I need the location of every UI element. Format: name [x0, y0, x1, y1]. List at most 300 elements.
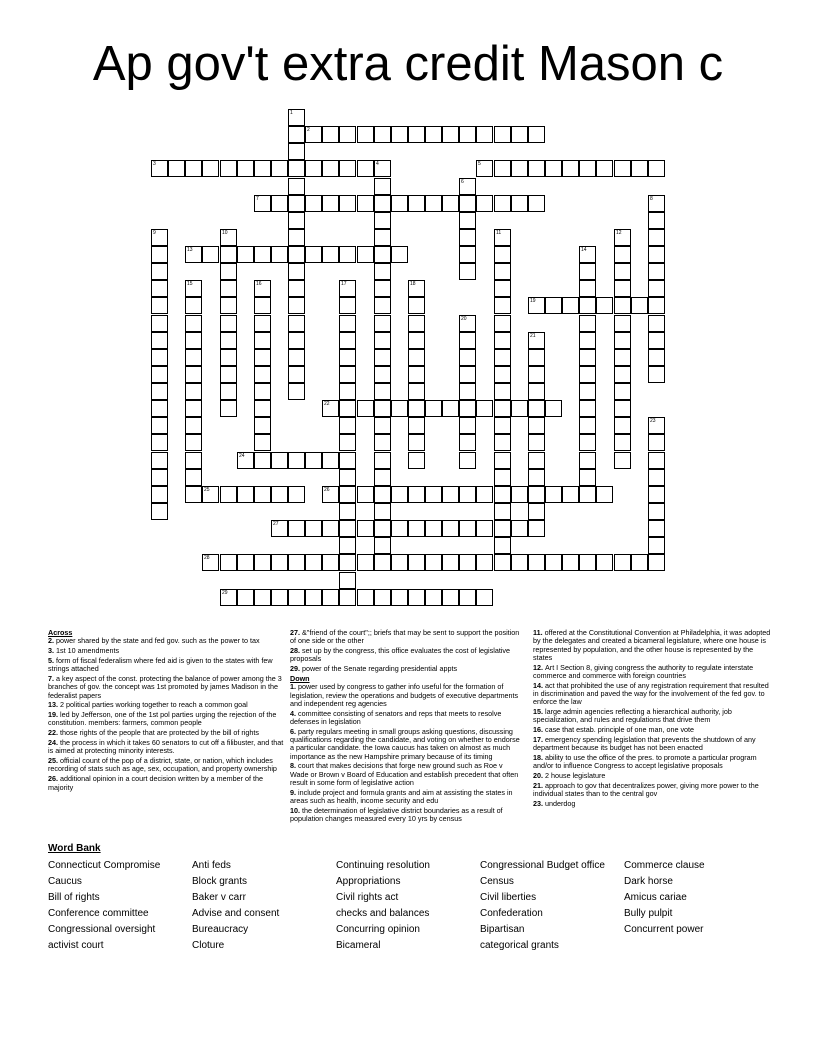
grid-cell[interactable] [374, 503, 391, 520]
grid-cell[interactable] [528, 332, 545, 349]
grid-cell[interactable] [254, 195, 271, 212]
grid-cell[interactable] [374, 212, 391, 229]
grid-cell[interactable] [185, 400, 202, 417]
grid-cell[interactable] [391, 486, 408, 503]
grid-cell[interactable] [391, 195, 408, 212]
grid-cell[interactable] [648, 520, 665, 537]
grid-cell[interactable] [459, 229, 476, 246]
grid-cell[interactable] [151, 469, 168, 486]
grid-cell[interactable] [271, 520, 288, 537]
grid-cell[interactable] [459, 332, 476, 349]
grid-cell[interactable] [288, 178, 305, 195]
grid-cell[interactable] [494, 246, 511, 263]
grid-cell[interactable] [614, 297, 631, 314]
grid-cell[interactable] [528, 126, 545, 143]
grid-cell[interactable] [322, 452, 339, 469]
grid-cell[interactable] [339, 572, 356, 589]
grid-cell[interactable] [357, 246, 374, 263]
grid-cell[interactable] [185, 486, 202, 503]
grid-cell[interactable] [288, 280, 305, 297]
grid-cell[interactable] [494, 434, 511, 451]
grid-cell[interactable] [254, 297, 271, 314]
grid-cell[interactable] [305, 126, 322, 143]
grid-cell[interactable] [391, 246, 408, 263]
grid-cell[interactable] [374, 160, 391, 177]
grid-cell[interactable] [476, 160, 493, 177]
grid-cell[interactable] [579, 554, 596, 571]
grid-cell[interactable] [459, 417, 476, 434]
grid-cell[interactable] [374, 589, 391, 606]
grid-cell[interactable] [305, 520, 322, 537]
grid-cell[interactable] [408, 297, 425, 314]
grid-cell[interactable] [425, 486, 442, 503]
grid-cell[interactable] [511, 520, 528, 537]
grid-cell[interactable] [374, 417, 391, 434]
grid-cell[interactable] [614, 554, 631, 571]
grid-cell[interactable] [288, 366, 305, 383]
grid-cell[interactable] [494, 537, 511, 554]
grid-cell[interactable] [220, 315, 237, 332]
grid-cell[interactable] [288, 212, 305, 229]
grid-cell[interactable] [151, 160, 168, 177]
grid-cell[interactable] [220, 297, 237, 314]
grid-cell[interactable] [151, 503, 168, 520]
grid-cell[interactable] [339, 554, 356, 571]
grid-cell[interactable] [648, 366, 665, 383]
grid-cell[interactable] [596, 486, 613, 503]
grid-cell[interactable] [254, 332, 271, 349]
grid-cell[interactable] [545, 297, 562, 314]
grid-cell[interactable] [494, 383, 511, 400]
grid-cell[interactable] [151, 486, 168, 503]
grid-cell[interactable] [185, 246, 202, 263]
grid-cell[interactable] [220, 486, 237, 503]
grid-cell[interactable] [459, 400, 476, 417]
grid-cell[interactable] [579, 315, 596, 332]
grid-cell[interactable] [271, 452, 288, 469]
grid-cell[interactable] [562, 554, 579, 571]
grid-cell[interactable] [151, 366, 168, 383]
grid-cell[interactable] [220, 589, 237, 606]
grid-cell[interactable] [254, 366, 271, 383]
grid-cell[interactable] [322, 160, 339, 177]
grid-cell[interactable] [648, 212, 665, 229]
grid-cell[interactable] [545, 554, 562, 571]
grid-cell[interactable] [459, 212, 476, 229]
grid-cell[interactable] [459, 520, 476, 537]
grid-cell[interactable] [442, 554, 459, 571]
grid-cell[interactable] [459, 315, 476, 332]
grid-cell[interactable] [271, 160, 288, 177]
grid-cell[interactable] [425, 195, 442, 212]
grid-cell[interactable] [459, 452, 476, 469]
grid-cell[interactable] [494, 349, 511, 366]
grid-cell[interactable] [220, 383, 237, 400]
grid-cell[interactable] [288, 315, 305, 332]
grid-cell[interactable] [339, 469, 356, 486]
grid-cell[interactable] [648, 280, 665, 297]
grid-cell[interactable] [271, 195, 288, 212]
grid-cell[interactable] [374, 349, 391, 366]
grid-cell[interactable] [408, 434, 425, 451]
grid-cell[interactable] [374, 434, 391, 451]
grid-cell[interactable] [459, 554, 476, 571]
grid-cell[interactable] [442, 520, 459, 537]
grid-cell[interactable] [614, 417, 631, 434]
grid-cell[interactable] [374, 520, 391, 537]
grid-cell[interactable] [648, 229, 665, 246]
grid-cell[interactable] [374, 229, 391, 246]
grid-cell[interactable] [374, 280, 391, 297]
grid-cell[interactable] [220, 229, 237, 246]
grid-cell[interactable] [374, 469, 391, 486]
grid-cell[interactable] [476, 400, 493, 417]
grid-cell[interactable] [391, 520, 408, 537]
grid-cell[interactable] [288, 554, 305, 571]
grid-cell[interactable] [374, 537, 391, 554]
grid-cell[interactable] [596, 554, 613, 571]
grid-cell[interactable] [425, 520, 442, 537]
grid-cell[interactable] [185, 280, 202, 297]
grid-cell[interactable] [528, 160, 545, 177]
grid-cell[interactable] [528, 469, 545, 486]
grid-cell[interactable] [339, 400, 356, 417]
grid-cell[interactable] [374, 486, 391, 503]
grid-cell[interactable] [339, 520, 356, 537]
grid-cell[interactable] [614, 349, 631, 366]
grid-cell[interactable] [151, 297, 168, 314]
grid-cell[interactable] [288, 263, 305, 280]
grid-cell[interactable] [631, 554, 648, 571]
grid-cell[interactable] [511, 400, 528, 417]
grid-cell[interactable] [339, 280, 356, 297]
grid-cell[interactable] [648, 486, 665, 503]
grid-cell[interactable] [288, 297, 305, 314]
grid-cell[interactable] [494, 195, 511, 212]
grid-cell[interactable] [494, 280, 511, 297]
grid-cell[interactable] [288, 349, 305, 366]
grid-cell[interactable] [579, 434, 596, 451]
grid-cell[interactable] [562, 160, 579, 177]
grid-cell[interactable] [648, 554, 665, 571]
grid-cell[interactable] [305, 195, 322, 212]
grid-cell[interactable] [254, 383, 271, 400]
grid-cell[interactable] [631, 160, 648, 177]
grid-cell[interactable] [288, 126, 305, 143]
grid-cell[interactable] [237, 160, 254, 177]
grid-cell[interactable] [339, 195, 356, 212]
grid-cell[interactable] [185, 452, 202, 469]
grid-cell[interactable] [357, 520, 374, 537]
grid-cell[interactable] [339, 434, 356, 451]
grid-cell[interactable] [648, 315, 665, 332]
grid-cell[interactable] [614, 400, 631, 417]
grid-cell[interactable] [494, 469, 511, 486]
grid-cell[interactable] [254, 400, 271, 417]
grid-cell[interactable] [579, 383, 596, 400]
grid-cell[interactable] [220, 366, 237, 383]
grid-cell[interactable] [408, 383, 425, 400]
grid-cell[interactable] [391, 126, 408, 143]
grid-cell[interactable] [494, 503, 511, 520]
grid-cell[interactable] [202, 160, 219, 177]
grid-cell[interactable] [151, 452, 168, 469]
grid-cell[interactable] [374, 366, 391, 383]
grid-cell[interactable] [648, 160, 665, 177]
grid-cell[interactable] [528, 383, 545, 400]
grid-cell[interactable] [614, 229, 631, 246]
grid-cell[interactable] [374, 452, 391, 469]
grid-cell[interactable] [254, 315, 271, 332]
grid-cell[interactable] [408, 589, 425, 606]
grid-cell[interactable] [220, 263, 237, 280]
grid-cell[interactable] [476, 589, 493, 606]
grid-cell[interactable] [151, 315, 168, 332]
grid-cell[interactable] [425, 126, 442, 143]
grid-cell[interactable] [408, 520, 425, 537]
grid-cell[interactable] [374, 332, 391, 349]
grid-cell[interactable] [220, 554, 237, 571]
grid-cell[interactable] [596, 297, 613, 314]
grid-cell[interactable] [288, 109, 305, 126]
grid-cell[interactable] [220, 332, 237, 349]
grid-cell[interactable] [476, 486, 493, 503]
grid-cell[interactable] [425, 589, 442, 606]
grid-cell[interactable] [220, 280, 237, 297]
grid-cell[interactable] [339, 589, 356, 606]
grid-cell[interactable] [442, 195, 459, 212]
grid-cell[interactable] [322, 400, 339, 417]
grid-cell[interactable] [254, 452, 271, 469]
grid-cell[interactable] [442, 486, 459, 503]
grid-cell[interactable] [494, 315, 511, 332]
grid-cell[interactable] [151, 417, 168, 434]
grid-cell[interactable] [220, 400, 237, 417]
grid-cell[interactable] [305, 589, 322, 606]
grid-cell[interactable] [648, 452, 665, 469]
grid-cell[interactable] [579, 366, 596, 383]
grid-cell[interactable] [494, 126, 511, 143]
grid-cell[interactable] [357, 126, 374, 143]
grid-cell[interactable] [288, 332, 305, 349]
grid-cell[interactable] [288, 383, 305, 400]
grid-cell[interactable] [288, 486, 305, 503]
grid-cell[interactable] [648, 503, 665, 520]
grid-cell[interactable] [322, 486, 339, 503]
grid-cell[interactable] [185, 417, 202, 434]
grid-cell[interactable] [476, 520, 493, 537]
grid-cell[interactable] [459, 263, 476, 280]
grid-cell[interactable] [579, 452, 596, 469]
grid-cell[interactable] [254, 589, 271, 606]
grid-cell[interactable] [579, 297, 596, 314]
grid-cell[interactable] [408, 486, 425, 503]
grid-cell[interactable] [374, 263, 391, 280]
grid-cell[interactable] [288, 452, 305, 469]
grid-cell[interactable] [579, 349, 596, 366]
grid-cell[interactable] [339, 383, 356, 400]
grid-cell[interactable] [476, 126, 493, 143]
grid-cell[interactable] [374, 554, 391, 571]
grid-cell[interactable] [408, 554, 425, 571]
grid-cell[interactable] [357, 589, 374, 606]
grid-cell[interactable] [357, 486, 374, 503]
grid-cell[interactable] [254, 434, 271, 451]
grid-cell[interactable] [579, 160, 596, 177]
grid-cell[interactable] [579, 280, 596, 297]
grid-cell[interactable] [288, 195, 305, 212]
grid-cell[interactable] [511, 195, 528, 212]
grid-cell[interactable] [357, 554, 374, 571]
grid-cell[interactable] [528, 349, 545, 366]
grid-cell[interactable] [339, 486, 356, 503]
grid-cell[interactable] [185, 383, 202, 400]
grid-cell[interactable] [579, 469, 596, 486]
grid-cell[interactable] [202, 486, 219, 503]
grid-cell[interactable] [459, 349, 476, 366]
grid-cell[interactable] [220, 160, 237, 177]
grid-cell[interactable] [494, 332, 511, 349]
grid-cell[interactable] [528, 434, 545, 451]
grid-cell[interactable] [151, 383, 168, 400]
grid-cell[interactable] [151, 280, 168, 297]
grid-cell[interactable] [237, 486, 254, 503]
grid-cell[interactable] [579, 486, 596, 503]
grid-cell[interactable] [528, 400, 545, 417]
grid-cell[interactable] [442, 589, 459, 606]
grid-cell[interactable] [459, 434, 476, 451]
grid-cell[interactable] [562, 297, 579, 314]
grid-cell[interactable] [459, 366, 476, 383]
grid-cell[interactable] [391, 589, 408, 606]
grid-cell[interactable] [562, 486, 579, 503]
grid-cell[interactable] [339, 366, 356, 383]
grid-cell[interactable] [237, 246, 254, 263]
grid-cell[interactable] [185, 349, 202, 366]
grid-cell[interactable] [494, 366, 511, 383]
grid-cell[interactable] [528, 366, 545, 383]
grid-cell[interactable] [614, 280, 631, 297]
grid-cell[interactable] [374, 383, 391, 400]
grid-cell[interactable] [357, 160, 374, 177]
grid-cell[interactable] [579, 332, 596, 349]
grid-cell[interactable] [648, 417, 665, 434]
grid-cell[interactable] [339, 349, 356, 366]
grid-cell[interactable] [408, 280, 425, 297]
grid-cell[interactable] [254, 486, 271, 503]
grid-cell[interactable] [357, 195, 374, 212]
grid-cell[interactable] [322, 589, 339, 606]
grid-cell[interactable] [220, 246, 237, 263]
grid-cell[interactable] [545, 160, 562, 177]
grid-cell[interactable] [442, 126, 459, 143]
grid-cell[interactable] [374, 315, 391, 332]
grid-cell[interactable] [408, 315, 425, 332]
grid-cell[interactable] [168, 160, 185, 177]
grid-cell[interactable] [528, 195, 545, 212]
grid-cell[interactable] [374, 400, 391, 417]
grid-cell[interactable] [254, 246, 271, 263]
grid-cell[interactable] [648, 469, 665, 486]
grid-cell[interactable] [271, 246, 288, 263]
grid-cell[interactable] [528, 520, 545, 537]
grid-cell[interactable] [528, 417, 545, 434]
grid-cell[interactable] [339, 160, 356, 177]
grid-cell[interactable] [408, 195, 425, 212]
grid-cell[interactable] [374, 246, 391, 263]
grid-cell[interactable] [614, 246, 631, 263]
grid-cell[interactable] [151, 246, 168, 263]
grid-cell[interactable] [614, 263, 631, 280]
grid-cell[interactable] [459, 486, 476, 503]
grid-cell[interactable] [614, 366, 631, 383]
grid-cell[interactable] [271, 589, 288, 606]
grid-cell[interactable] [614, 315, 631, 332]
grid-cell[interactable] [648, 195, 665, 212]
grid-cell[interactable] [305, 246, 322, 263]
grid-cell[interactable] [185, 366, 202, 383]
grid-cell[interactable] [237, 554, 254, 571]
grid-cell[interactable] [511, 126, 528, 143]
grid-cell[interactable] [322, 246, 339, 263]
grid-cell[interactable] [339, 417, 356, 434]
grid-cell[interactable] [185, 434, 202, 451]
grid-cell[interactable] [408, 349, 425, 366]
grid-cell[interactable] [254, 160, 271, 177]
grid-cell[interactable] [511, 160, 528, 177]
grid-cell[interactable] [494, 520, 511, 537]
grid-cell[interactable] [185, 315, 202, 332]
grid-cell[interactable] [322, 126, 339, 143]
grid-cell[interactable] [288, 589, 305, 606]
grid-cell[interactable] [391, 400, 408, 417]
grid-cell[interactable] [648, 332, 665, 349]
grid-cell[interactable] [254, 554, 271, 571]
grid-cell[interactable] [305, 452, 322, 469]
grid-cell[interactable] [305, 554, 322, 571]
grid-cell[interactable] [202, 246, 219, 263]
grid-cell[interactable] [288, 520, 305, 537]
grid-cell[interactable] [614, 452, 631, 469]
grid-cell[interactable] [185, 160, 202, 177]
grid-cell[interactable] [476, 554, 493, 571]
grid-cell[interactable] [579, 400, 596, 417]
grid-cell[interactable] [374, 297, 391, 314]
grid-cell[interactable] [408, 366, 425, 383]
grid-cell[interactable] [288, 143, 305, 160]
grid-cell[interactable] [151, 229, 168, 246]
grid-cell[interactable] [494, 400, 511, 417]
grid-cell[interactable] [374, 195, 391, 212]
grid-cell[interactable] [202, 554, 219, 571]
grid-cell[interactable] [494, 263, 511, 280]
grid-cell[interactable] [374, 126, 391, 143]
grid-cell[interactable] [288, 160, 305, 177]
grid-cell[interactable] [237, 589, 254, 606]
grid-cell[interactable] [151, 349, 168, 366]
grid-cell[interactable] [459, 126, 476, 143]
grid-cell[interactable] [511, 554, 528, 571]
grid-cell[interactable] [322, 554, 339, 571]
grid-cell[interactable] [425, 400, 442, 417]
grid-cell[interactable] [459, 246, 476, 263]
grid-cell[interactable] [648, 246, 665, 263]
grid-cell[interactable] [596, 160, 613, 177]
grid-cell[interactable] [151, 263, 168, 280]
grid-cell[interactable] [271, 554, 288, 571]
grid-cell[interactable] [237, 452, 254, 469]
grid-cell[interactable] [339, 297, 356, 314]
